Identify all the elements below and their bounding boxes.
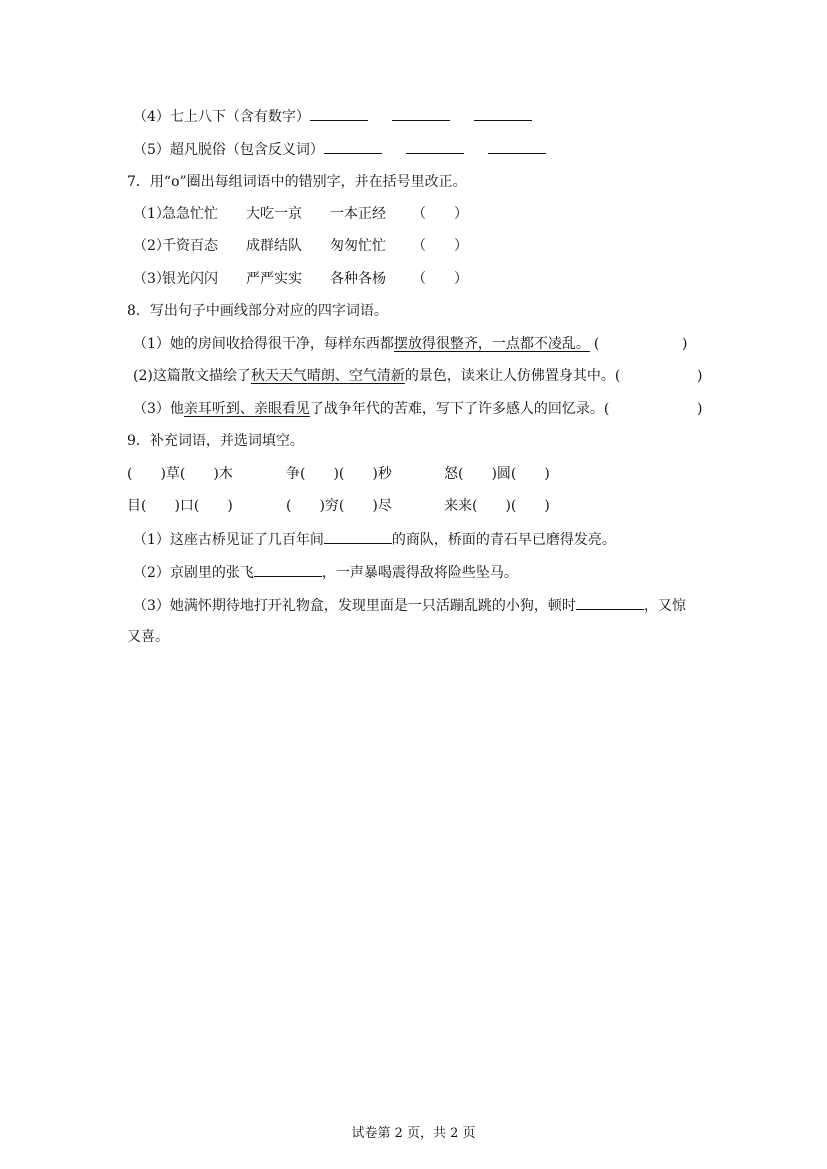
q9-f2-pre: （2）京剧里的张飞 [133, 565, 254, 581]
q6-item-4-label: （4）七上八下（含有数字） [133, 109, 310, 125]
q8-s2-sep: 、 [334, 368, 349, 384]
q7-answer-paren[interactable]: （ ） [412, 238, 468, 254]
q9-f1-pre: （1）这座古桥见证了几百年间 [133, 532, 324, 548]
q9-idiom-blank[interactable]: 目( )口( ) [127, 498, 233, 514]
q7-word[interactable]: 急急忙忙 [162, 206, 218, 222]
q9-fill-3 [133, 595, 686, 616]
q8-s1-close-paren: ) [682, 336, 688, 352]
answer-blank[interactable] [406, 139, 464, 154]
q8-s3-sep: 、 [239, 401, 254, 417]
q8-sentence-3 [133, 399, 609, 419]
answer-blank[interactable] [254, 562, 322, 577]
q9-f3-post: ，又惊 [643, 598, 686, 614]
q7-word[interactable]: 成群结队 [246, 238, 302, 254]
q7-title: 7．用“o”圈出每组词语中的错别字，并在括号里改正。 [127, 174, 467, 190]
q8-s1-answer-space[interactable] [606, 334, 678, 354]
q8-s2-answer-space[interactable] [622, 366, 694, 386]
q9-f3-pre: （3）她满怀期待地打开礼物盒，发现里面是一只活蹦乱跳的小狗，顿时 [133, 598, 576, 614]
q8-s3-text-post: 了战争年代的苦难，写下了许多感人的回忆录。( [309, 401, 610, 417]
answer-blank[interactable] [474, 106, 532, 121]
q8-s2-close-paren: ) [697, 368, 703, 384]
q7-row-num: （1） [133, 206, 170, 222]
q9-fill-2 [133, 562, 518, 583]
q9-idiom-blank[interactable]: 来来( )( ) [444, 498, 550, 514]
q9-idiom-blank[interactable]: ( )穷( )尽 [286, 498, 392, 514]
q9-idiom-blank[interactable]: 怒( )圆( ) [444, 466, 550, 482]
q8-s3-answer-space[interactable] [622, 399, 694, 419]
answer-blank[interactable] [576, 595, 644, 610]
answer-blank[interactable] [392, 106, 450, 121]
q7-answer-paren[interactable]: （ ） [412, 206, 468, 222]
q9-idiom-blank[interactable]: ( )草( )木 [127, 466, 233, 482]
q8-s2-text-post: 的景色，读来让人仿佛置身其中。( [404, 368, 621, 384]
q8-s3-close-paren: ) [697, 401, 703, 417]
answer-blank[interactable] [488, 139, 546, 154]
q9-fill-3-continuation: 又喜。 [127, 629, 169, 645]
q9-fill-1 [133, 529, 616, 550]
underlined-phrase: 亲耳听到 [183, 401, 240, 417]
q7-word[interactable]: 匆匆忙忙 [330, 238, 386, 254]
answer-blank[interactable] [324, 139, 382, 154]
q7-word[interactable]: 严严实实 [246, 271, 302, 287]
q7-row-num: （2） [133, 238, 170, 254]
q7-word[interactable]: 千资百态 [162, 238, 218, 254]
q7-answer-paren[interactable]: （ ） [412, 271, 468, 287]
page-footer: 试卷第 2 页，共 2 页 [351, 1126, 476, 1141]
q7-word[interactable]: 一本正经 [330, 206, 386, 222]
q8-s2-text: (2)这篇散文描绘了 [133, 368, 251, 384]
q8-title: 8．写出句子中画线部分对应的四字词语。 [127, 303, 388, 319]
underlined-phrase: 秋天天气晴朗 [250, 368, 335, 384]
q7-word[interactable]: 各种各杨 [330, 271, 386, 287]
q6-item-5 [133, 139, 546, 160]
q8-s1-text: （1）她的房间收拾得很干净，每样东西都 [133, 336, 394, 352]
q7-row-num: （3） [133, 271, 170, 287]
q8-sentence-1 [133, 334, 599, 354]
q6-item-5-label: （5）超凡脱俗（包含反义词） [133, 142, 324, 158]
q6-item-4 [133, 106, 532, 127]
q8-sentence-2 [133, 366, 620, 386]
answer-blank[interactable] [324, 529, 392, 544]
underlined-phrase: 空气清新 [348, 368, 405, 384]
q7-word[interactable]: 银光闪闪 [162, 271, 218, 287]
underlined-phrase: 摆放得很整齐，一点都不凌乱。 [393, 336, 590, 352]
q8-s3-text: （3）他 [133, 401, 184, 417]
underlined-phrase: 亲眼看见 [253, 401, 310, 417]
q7-word[interactable]: 大吃一京 [246, 206, 302, 222]
q8-s1-open-paren: ( [593, 336, 600, 352]
q9-f1-post: 的商队，桥面的青石早已磨得发亮。 [391, 532, 616, 548]
q9-title: 9．补充词语，并选词填空。 [127, 433, 304, 449]
q9-f2-post: ，一声暴喝震得敌将险些坠马。 [321, 565, 518, 581]
q9-idiom-blank[interactable]: 争( )( )秒 [286, 466, 392, 482]
answer-blank[interactable] [310, 106, 368, 121]
